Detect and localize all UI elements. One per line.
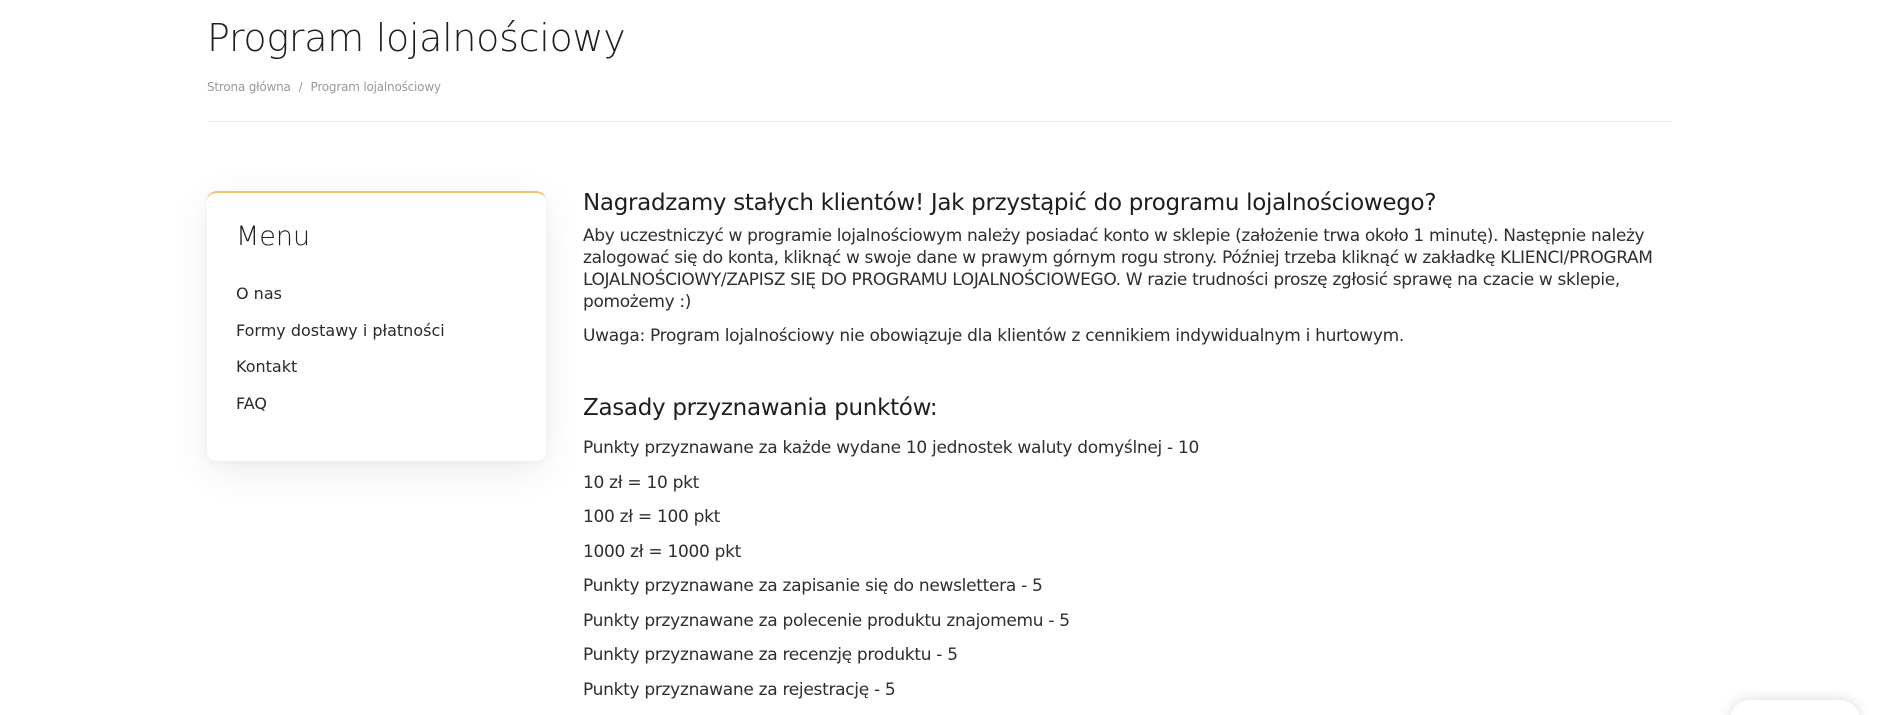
header-divider <box>207 121 1672 122</box>
note-paragraph: Uwaga: Program lojalnościowy nie obowiązuje dla klientów z cennikiem indywidualnym i hurtowym. <box>583 326 1404 346</box>
rule-item: Punkty przyznawane za polecenie produktu znajomemu - 5 <box>583 610 1070 631</box>
sidebar-item-faq[interactable]: FAQ <box>236 393 267 413</box>
rules-heading: Zasady przyznawania punktów: <box>583 395 938 421</box>
breadcrumb-separator: / <box>298 80 303 94</box>
sidebar-item-kontakt[interactable]: Kontakt <box>236 357 298 376</box>
rule-item: Punkty przyznawane za zapisanie się do newslettera - 5 <box>583 576 1043 596</box>
sidebar-list <box>236 276 517 422</box>
sidebar-item-formy-dostawy[interactable]: Formy dostawy i płatności <box>236 320 445 340</box>
rules-list <box>583 431 1673 707</box>
sidebar-item-o-nas[interactable]: O nas <box>236 284 282 303</box>
content-heading: Nagradzamy stałych klientów! Jak przystąpić do programu lojalnościowego? <box>583 190 1437 216</box>
rule-item: Punkty przyznawane za recenzję produktu - 5 <box>583 645 958 665</box>
sidebar-menu <box>207 191 546 461</box>
rule-item: 100 zł = 100 pkt <box>583 507 721 527</box>
breadcrumb-home-link[interactable]: Strona główna <box>207 80 291 94</box>
intro-paragraph: Aby uczestniczyć w programie lojalnościowym należy posiadać konto w sklepie (założenie trwa około 1 minutę). Następnie należy zalogować się do konta, kliknąć w swoje dane w prawym górnym rogu strony. Później trzeba kliknąć w zakładkę KLIENCI/PROGRAM LOJALNOŚCIOWY/ZAPISZ SIĘ DO PROGRAMU LOJALNOŚCIOWEGO. W razie trudności proszę zgłosić sprawę na czacie w sklepie, pomożemy :) <box>583 226 1653 312</box>
breadcrumb-current: Program lojalnościowy <box>310 80 441 94</box>
rule-item: 1000 zł = 1000 pkt <box>583 541 742 562</box>
rule-item: Punkty przyznawane za rejestrację - 5 <box>583 679 896 700</box>
main-content <box>583 190 1673 707</box>
rule-item: Punkty przyznawane za każde wydane 10 jednostek waluty domyślnej - 10 <box>583 438 1199 458</box>
sidebar-title: Menu <box>236 221 311 252</box>
rule-item: 10 zł = 10 pkt <box>583 472 699 493</box>
page-title: Program lojalnościowy <box>207 16 626 60</box>
chat-widget-button[interactable] <box>1730 700 1860 715</box>
breadcrumb <box>207 80 441 94</box>
